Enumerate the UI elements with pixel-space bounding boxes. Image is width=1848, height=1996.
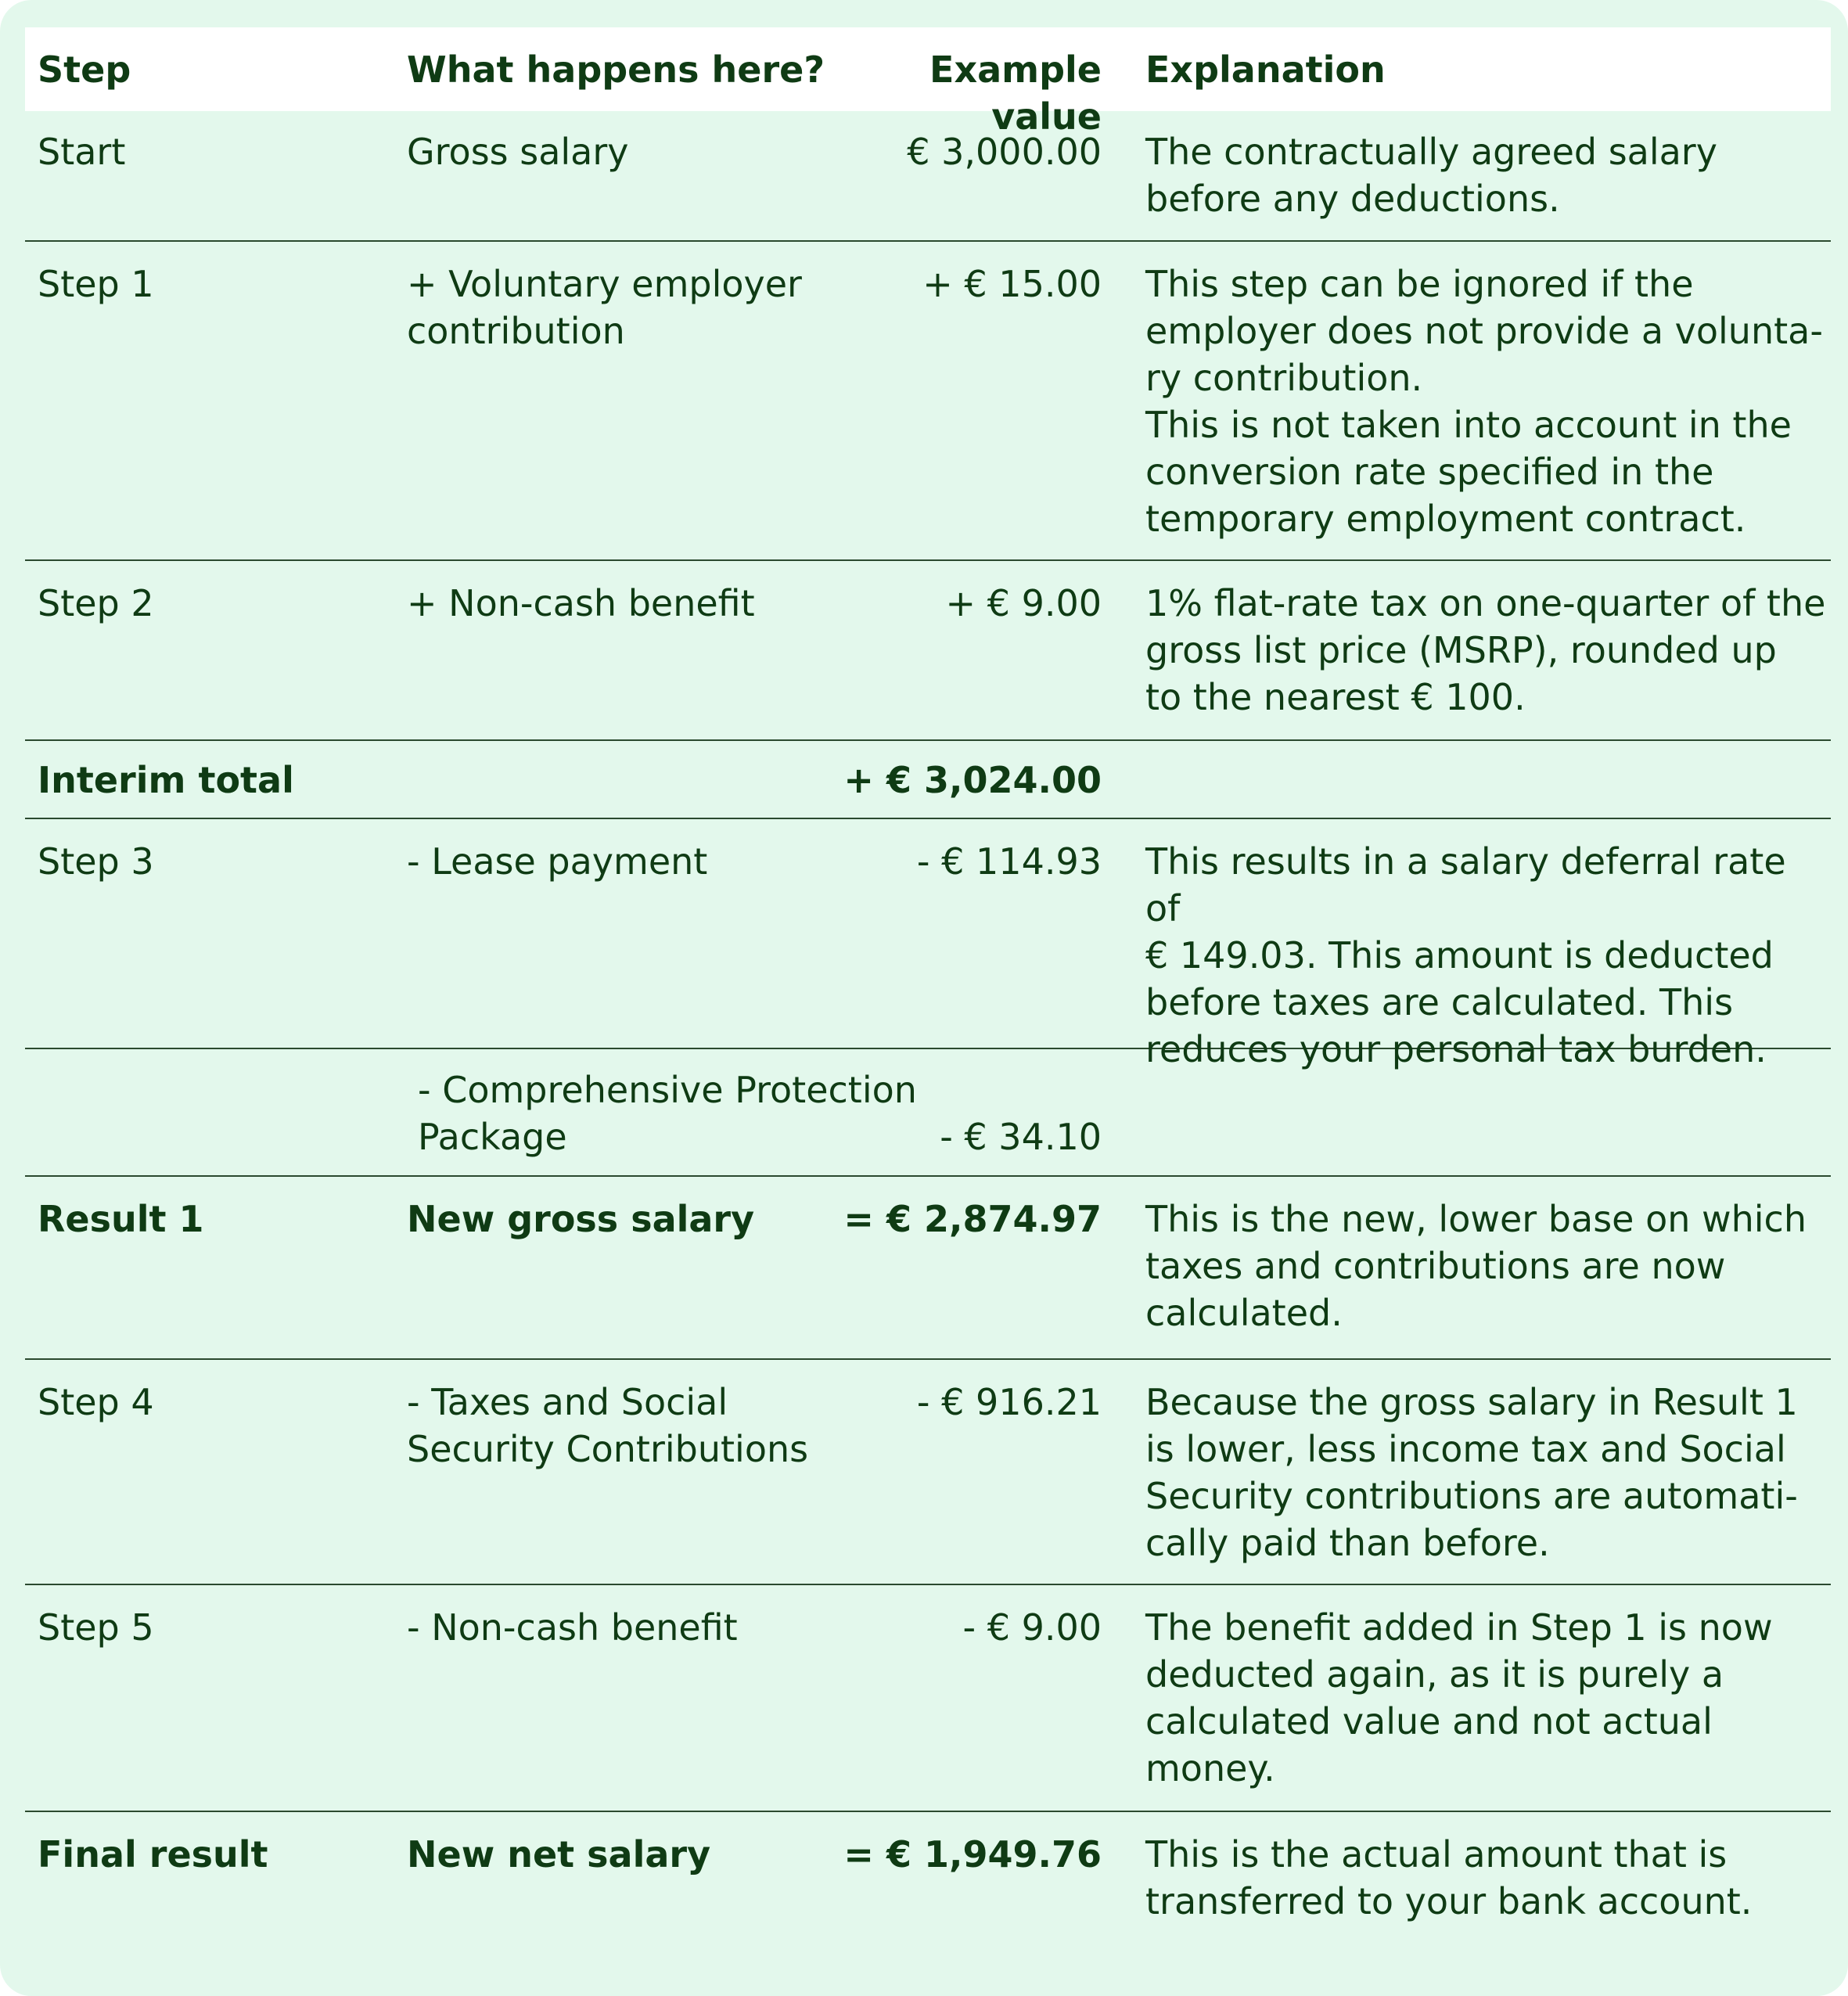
table-row-final-result <box>25 1812 1831 1953</box>
row-value: + € 3,024.00 <box>843 759 1102 801</box>
table-row-interim-total <box>25 741 1831 819</box>
row-explanation: The contractually agreed salary before any deductions. <box>1145 131 1717 220</box>
header-explanation: Explanation <box>1145 49 1386 91</box>
row-what: + Non-cash benefit <box>407 582 755 624</box>
header-what: What happens here? <box>407 49 825 91</box>
row-what: Gross salary <box>407 131 629 173</box>
row-what: - Non-cash benefit <box>407 1606 738 1649</box>
row-what: - Lease payment <box>407 840 708 883</box>
row-step: Step 3 <box>38 840 154 883</box>
salary-table <box>25 27 1831 1953</box>
row-explanation: This is the actual amount that is transferred to your bank account. <box>1145 1833 1753 1922</box>
row-what: + Voluntary employer contribution <box>407 263 802 352</box>
row-step: Result 1 <box>38 1198 204 1240</box>
row-explanation: This results in a salary deferral rate of € 149.03. This amount is deducted before taxes are calculated. This reduces your personal tax burden. <box>1145 840 1786 1070</box>
row-value: - € 34.10 <box>940 1116 1102 1158</box>
row-what: - Taxes and Social Security Contributions <box>407 1381 809 1470</box>
row-step: Step 1 <box>38 263 154 305</box>
table-row-result-1 <box>25 1177 1831 1360</box>
row-value: € 3,000.00 <box>907 131 1102 173</box>
table-header-row <box>25 27 1831 138</box>
row-value: - € 114.93 <box>916 840 1102 883</box>
row-value: = € 1,949.76 <box>843 1833 1102 1876</box>
row-explanation: Because the gross salary in Result 1 is lower, less income tax and Social Security contributions are automati- cally paid than before. <box>1145 1381 1798 1564</box>
table-row-step-3 <box>25 819 1831 1070</box>
row-explanation: The benefit added in Step 1 is now deducted again, as it is purely a calculated value and not actual money. <box>1145 1606 1773 1789</box>
table-row-step-2 <box>25 561 1831 741</box>
header-value: Example value <box>929 49 1102 138</box>
row-value: - € 916.21 <box>916 1381 1102 1423</box>
row-step: Interim total <box>38 759 294 801</box>
row-what: New net salary <box>407 1833 711 1876</box>
header-step: Step <box>38 49 131 91</box>
table-row-step-1 <box>25 242 1831 561</box>
row-value: + € 9.00 <box>945 582 1102 624</box>
table-row-step-5 <box>25 1585 1831 1812</box>
table-row-start <box>25 111 1831 242</box>
row-value: = € 2,874.97 <box>843 1198 1102 1240</box>
row-explanation: This is the new, lower base on which taxes and contributions are now calculated. <box>1145 1198 1807 1334</box>
row-step: Step 5 <box>38 1606 154 1649</box>
table-row-step-4 <box>25 1360 1831 1585</box>
row-explanation: This step can be ignored if the employer does not provide a volunta- ry contribution. This is not taken into account in the conversion rate specified in the temporary employment contract. <box>1145 263 1823 540</box>
row-value: - € 9.00 <box>962 1606 1102 1649</box>
row-what: New gross salary <box>407 1198 755 1240</box>
row-what: - Comprehensive Protection Package <box>418 1069 917 1158</box>
table-row-protection-package <box>25 1049 1831 1177</box>
row-step: Start <box>38 131 126 173</box>
row-explanation: 1% flat-rate tax on one-quarter of the gross list price (MSRP), rounded up to the nearest € 100. <box>1145 582 1826 718</box>
row-step: Step 2 <box>38 582 154 624</box>
row-step: Final result <box>38 1833 268 1876</box>
row-step: Step 4 <box>38 1381 154 1423</box>
row-value: + € 15.00 <box>922 263 1102 305</box>
